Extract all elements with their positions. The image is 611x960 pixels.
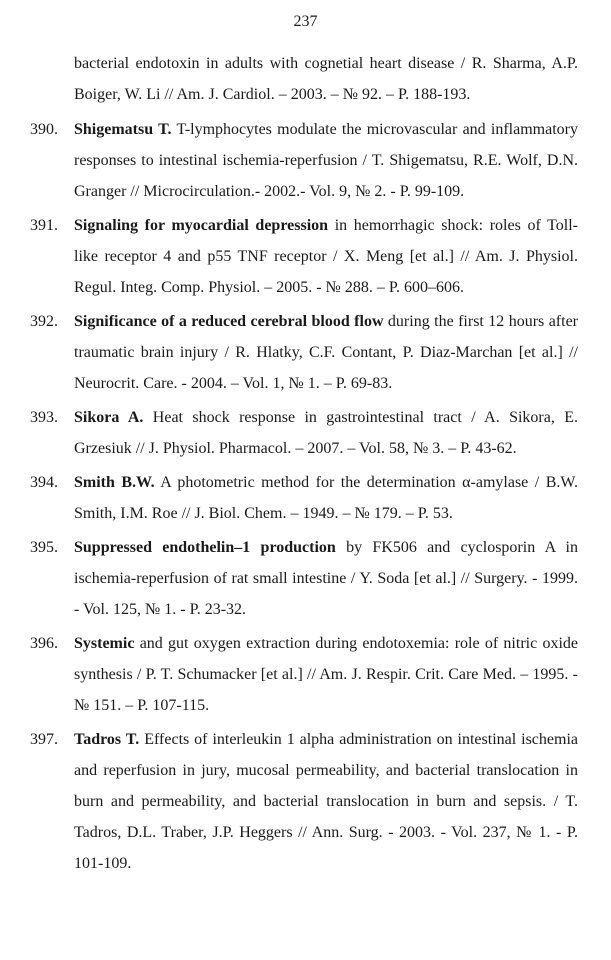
reference-author: Tadros T.: [74, 731, 140, 748]
reference-item-396: [30, 628, 578, 721]
reference-text: during the first 12 hours after traumatic brain injury / R. Hlatky, C.F. Contant, P. Diaz-Marchan [et al.] // Neurocrit. Care. - 2004. – Vol. 1, № 1. – P. 69-83.: [74, 313, 579, 392]
reference-author: Systemic: [74, 635, 135, 652]
reference-author: Significance of a reduced cerebral blood flow: [74, 313, 384, 330]
reference-text: A photometric method for the determination α-amylase / B.W. Smith, I.M. Roe // J. Biol. Chem. – 1949. – № 179. – P. 53.: [74, 474, 578, 522]
reference-item-390: [30, 114, 578, 207]
reference-item-394: [30, 467, 578, 529]
reference-number: 397.: [30, 731, 58, 748]
reference-text: in hemorrhagic shock: roles of Toll-like receptor 4 and p55 TNF receptor / X. Meng [et al.] // Am. J. Physiol. Regul. Integ. Comp. Physiol. – 2005. - № 288. – P. 600–606.: [74, 217, 578, 296]
reference-item-392: [30, 306, 578, 399]
page-number: 237: [293, 13, 318, 30]
reference-author: Shigematsu T.: [74, 121, 172, 138]
reference-text: by FK506 and cyclosporin A in ischemia-reperfusion of rat small intestine / Y. Soda [et al.] // Surgery. - 1999. - Vol. 125, № 1. - P. 23-32.: [74, 539, 579, 618]
reference-text: Heat shock response in gastrointestinal tract / A. Sikora, E. Grzesiuk // J. Physiol. Pharmacol. – 2007. – Vol. 58, № 3. – P. 43-62.: [74, 409, 579, 457]
reference-number: 392.: [30, 313, 58, 330]
reference-author: Suppressed endothelin–1 production: [74, 539, 336, 556]
reference-item-397: [30, 724, 578, 879]
reference-number: 390.: [30, 121, 58, 138]
reference-item-391: [30, 210, 578, 303]
reference-author: Signaling for myocardial depression: [74, 217, 329, 234]
reference-text: and gut oxygen extraction during endotoxemia: role of nitric oxide synthesis / P. T. Schumacker [et al.] // Am. J. Respir. Crit. Care Med. – 1995. - № 151. – P. 107-115.: [74, 635, 578, 714]
reference-item-395: [30, 532, 578, 625]
reference-author: Sikora A.: [74, 409, 144, 426]
reference-author: Smith B.W.: [74, 474, 155, 491]
reference-number: 393.: [30, 409, 58, 426]
reference-item-393: [30, 402, 578, 464]
reference-number: 395.: [30, 539, 58, 556]
reference-number: 394.: [30, 474, 58, 491]
reference-continuation: bacterial endotoxin in adults with cognetial heart disease / R. Sharma, A.P. Boiger, W. Li // Am. J. Cardiol. – 2003. – № 92. – P. 188-193.: [74, 55, 578, 103]
reference-number: 391.: [30, 217, 58, 234]
reference-number: 396.: [30, 635, 58, 652]
reference-text: Effects of interleukin 1 alpha administration on intestinal ischemia and reperfusion in jury, mucosal permeability, and bacterial translocation in burn and permeability, and bacterial translocation in burn and sepsis. / T. Tadros, D.L. Traber, J.P. Heggers // Ann. Surg. - 2003. - Vol. 237, № 1. - P. 101-109.: [74, 731, 578, 872]
reference-list: [30, 32, 578, 879]
reference-text: T-lymphocytes modulate the microvascular and inflammatory responses to intestinal ischemia-reperfusion / T. Shigematsu, R.E. Wolf, D.N. Granger // Microcirculation.- 2002.- Vol. 9, № 2. - P. 99-109.: [74, 121, 578, 200]
